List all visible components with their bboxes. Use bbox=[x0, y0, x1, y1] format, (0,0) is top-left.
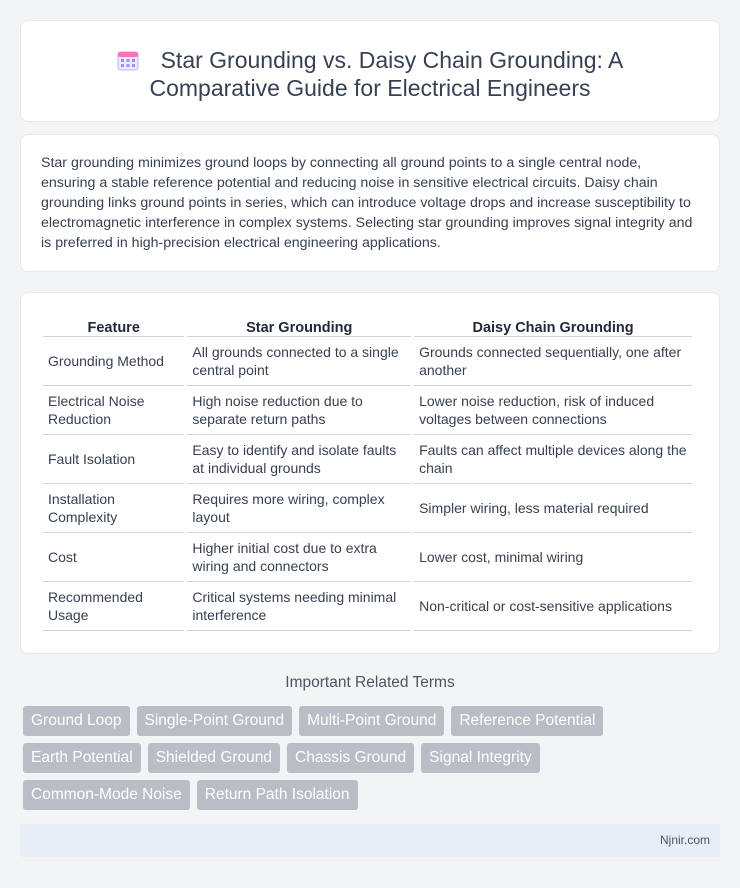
table-row bbox=[43, 582, 692, 631]
star-cell: All grounds connected to a single central point bbox=[187, 337, 411, 386]
feature-cell: Grounding Method bbox=[43, 337, 184, 386]
tag-common-mode-noise[interactable]: Common-Mode Noise bbox=[23, 780, 190, 810]
tag-single-point-ground[interactable]: Single-Point Ground bbox=[137, 706, 293, 736]
daisy-cell: Simpler wiring, less material required bbox=[414, 484, 692, 533]
header-feature: Feature bbox=[43, 313, 184, 337]
star-cell: Easy to identify and isolate faults at individual grounds bbox=[187, 435, 411, 484]
summary-text: Star grounding minimizes ground loops by connecting all ground points to a single central node, ensuring a stable reference potential and reducing noise in sensitive electrical circuits. Daisy chain grounding links ground points in series, which can introduce voltage drops and increase susceptibility to electromagnetic interference in complex systems. Selecting star grounding improves signal integrity and is preferred in high-precision electrical engineering applications. bbox=[41, 155, 693, 251]
header-star-grounding: Star Grounding bbox=[187, 313, 411, 337]
tag-return-path-isolation[interactable]: Return Path Isolation bbox=[197, 780, 358, 810]
feature-cell: Cost bbox=[43, 533, 184, 582]
star-cell: Critical systems needing minimal interference bbox=[187, 582, 411, 631]
feature-cell: Fault Isolation bbox=[43, 435, 184, 484]
table-row bbox=[43, 533, 692, 582]
title-card bbox=[20, 20, 720, 122]
table-row bbox=[43, 435, 692, 484]
header-daisy-chain-grounding: Daisy Chain Grounding bbox=[414, 313, 692, 337]
star-cell: Higher initial cost due to extra wiring and connectors bbox=[187, 533, 411, 582]
tag-row bbox=[23, 780, 723, 810]
feature-cell: Recommended Usage bbox=[43, 582, 184, 631]
title-line-2: Comparative Guide for Electrical Engineers bbox=[149, 75, 591, 101]
feature-cell: Installation Complexity bbox=[43, 484, 184, 533]
tag-multi-point-ground[interactable]: Multi-Point Ground bbox=[299, 706, 444, 736]
tag-shielded-ground[interactable]: Shielded Ground bbox=[148, 743, 280, 773]
table-row bbox=[43, 484, 692, 533]
tag-row bbox=[23, 706, 723, 736]
star-cell: High noise reduction due to separate return paths bbox=[187, 386, 411, 435]
comparison-table bbox=[40, 313, 695, 631]
related-terms-title: Important Related Terms bbox=[285, 674, 455, 691]
feature-cell: Electrical Noise Reduction bbox=[43, 386, 184, 435]
tag-signal-integrity[interactable]: Signal Integrity bbox=[421, 743, 540, 773]
tag-chassis-ground[interactable]: Chassis Ground bbox=[287, 743, 414, 773]
star-cell: Requires more wiring, complex layout bbox=[187, 484, 411, 533]
table-row bbox=[43, 386, 692, 435]
daisy-cell: Non-critical or cost-sensitive applications bbox=[414, 582, 692, 631]
daisy-cell: Lower cost, minimal wiring bbox=[414, 533, 692, 582]
tag-ground-loop[interactable]: Ground Loop bbox=[23, 706, 130, 736]
daisy-cell: Faults can affect multiple devices along the chain bbox=[414, 435, 692, 484]
daisy-cell: Lower noise reduction, risk of induced voltages between connections bbox=[414, 386, 692, 435]
table-row bbox=[43, 337, 692, 386]
footer-brand[interactable]: Njnir.com bbox=[659, 833, 710, 847]
related-terms bbox=[23, 706, 723, 817]
page-title bbox=[21, 46, 719, 102]
comparison-card bbox=[20, 292, 720, 654]
daisy-cell: Grounds connected sequentially, one after another bbox=[414, 337, 692, 386]
tag-reference-potential[interactable]: Reference Potential bbox=[451, 706, 603, 736]
summary-card bbox=[20, 134, 720, 272]
tag-earth-potential[interactable]: Earth Potential bbox=[23, 743, 141, 773]
table-header-row bbox=[43, 313, 692, 337]
title-line-1: Star Grounding vs. Daisy Chain Grounding: A bbox=[160, 47, 624, 73]
tag-row bbox=[23, 743, 723, 773]
footer bbox=[20, 824, 720, 857]
calendar-icon bbox=[117, 49, 139, 71]
